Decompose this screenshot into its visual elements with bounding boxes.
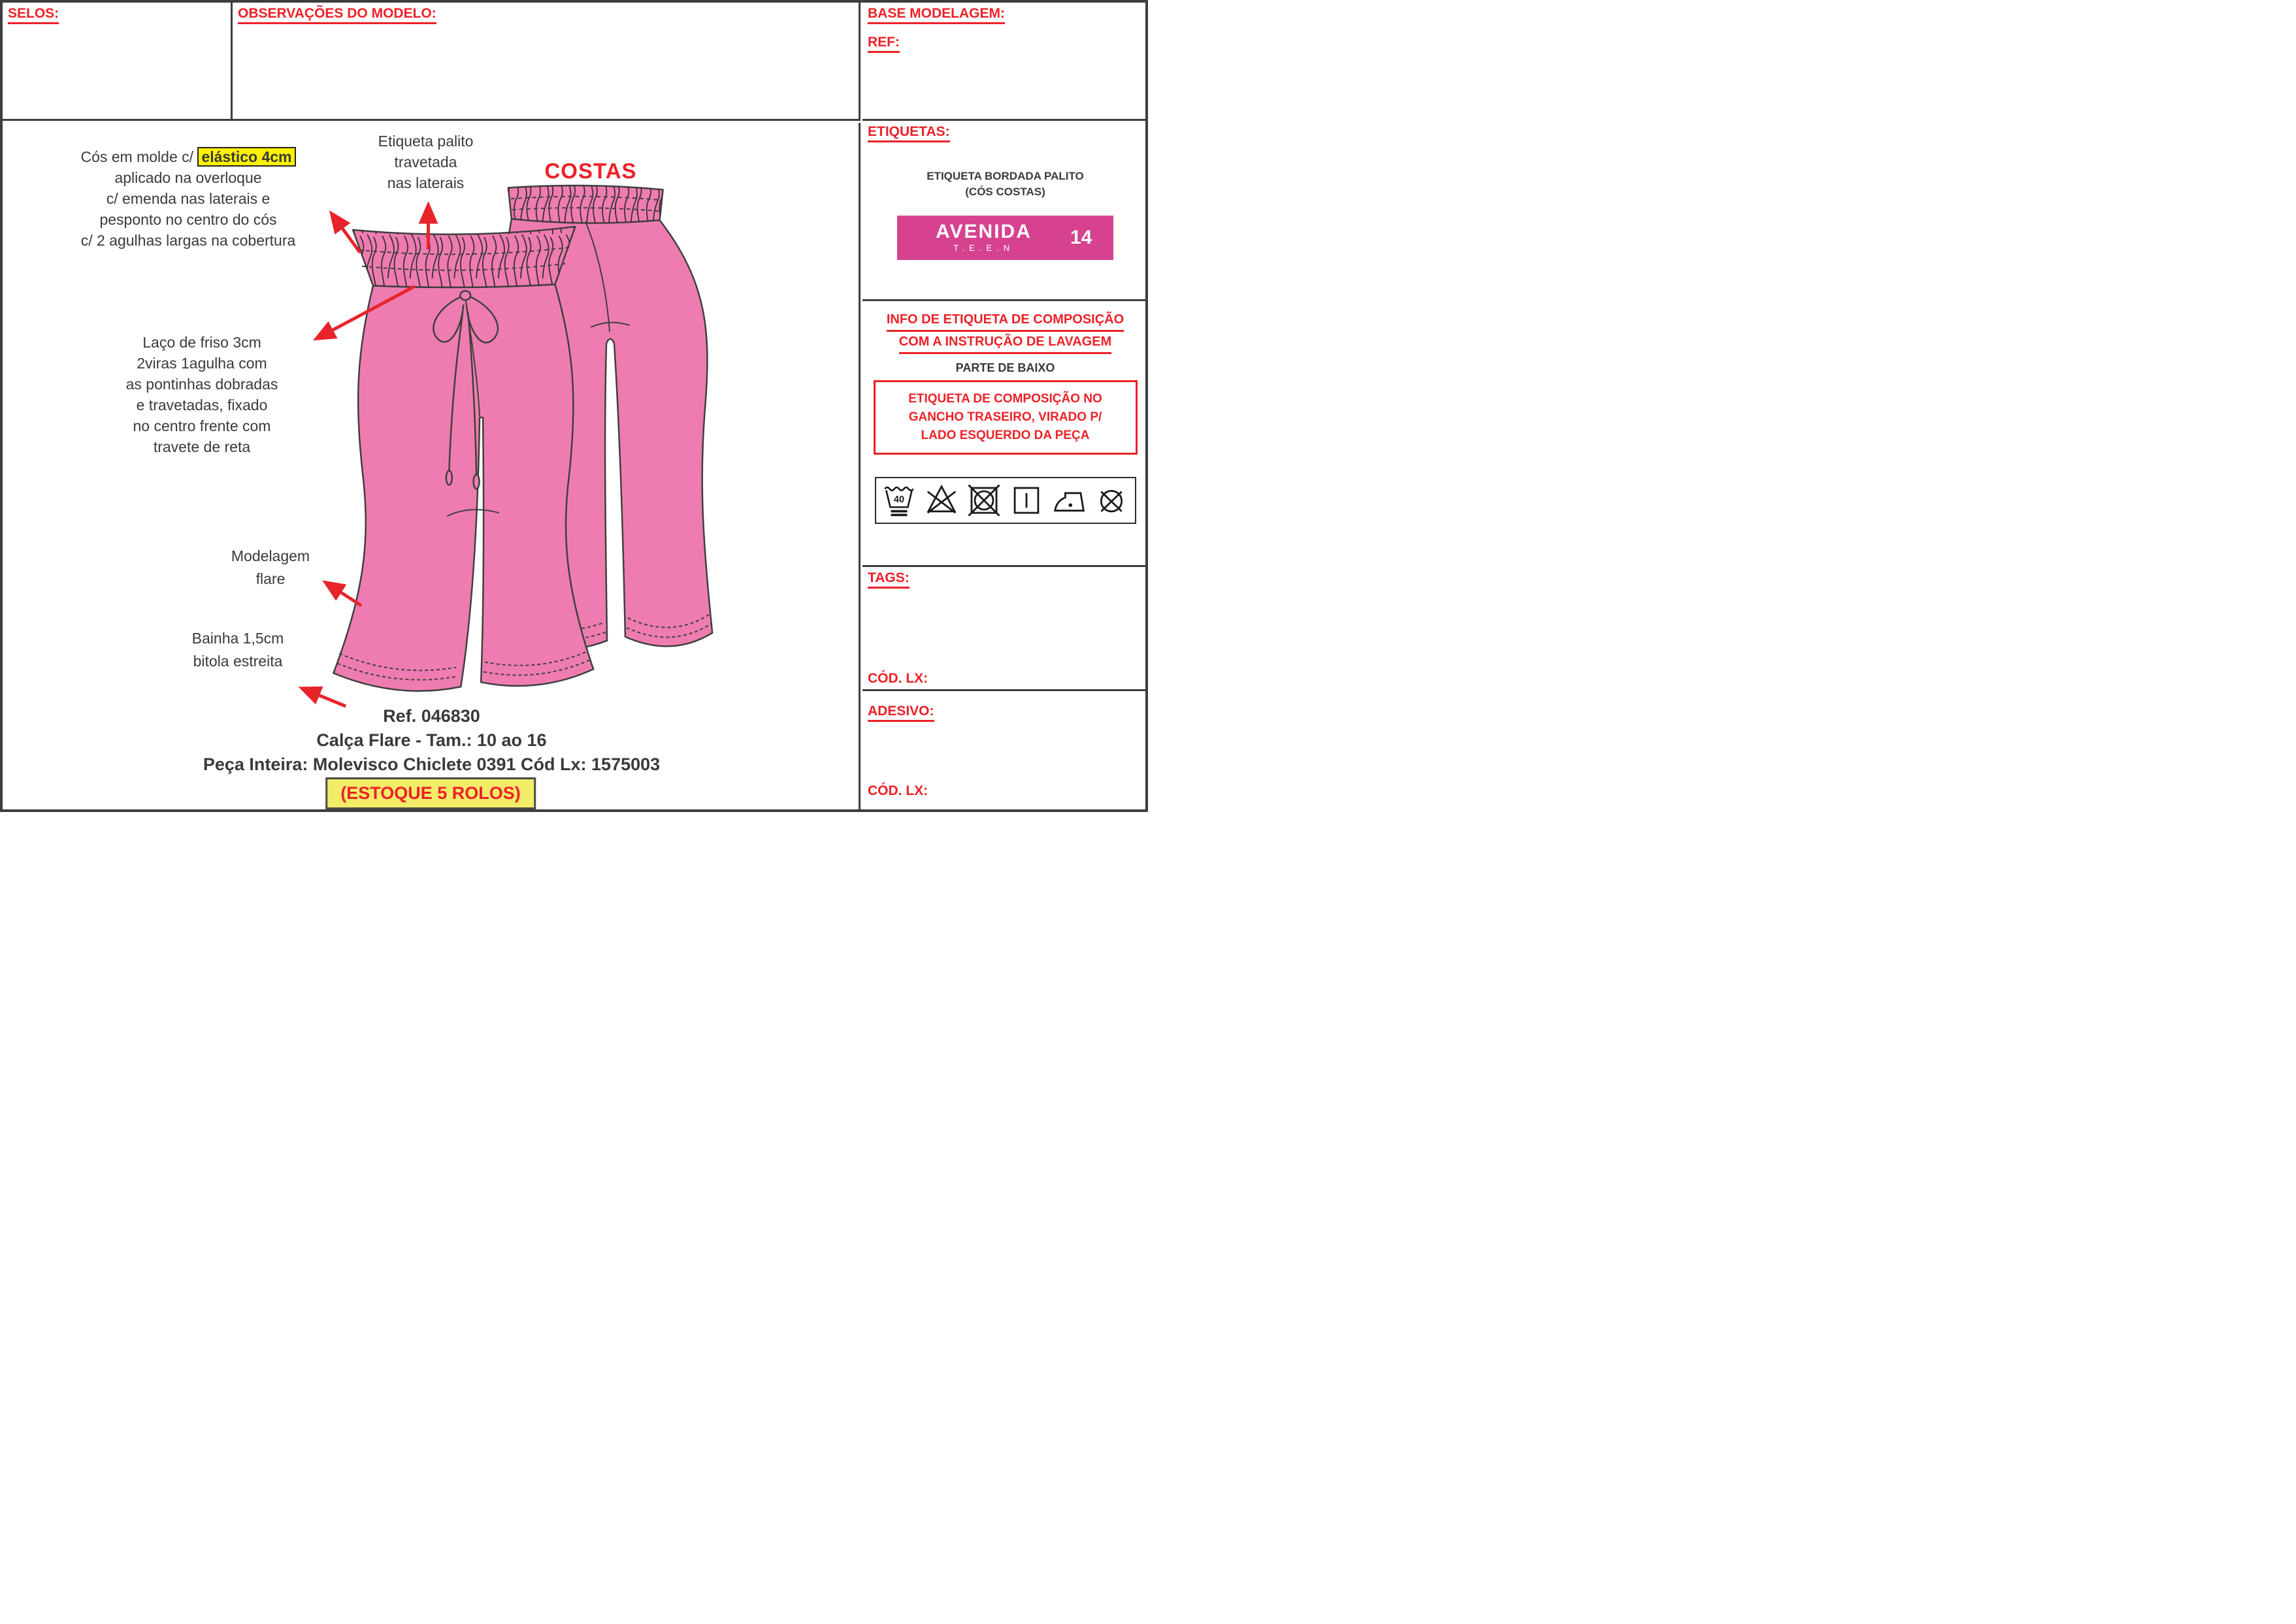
base-modelagem-heading: BASE MODELAGEM: — [868, 6, 1143, 24]
selos-box — [3, 3, 233, 121]
svg-text:40: 40 — [893, 495, 905, 506]
brand-label-swatch — [897, 216, 1113, 260]
observacoes-box — [233, 3, 861, 121]
footer-fabric: Peça Inteira: Molevisco Chiclete 0391 Cód Lx: 1575003 — [203, 755, 661, 774]
care-symbols-box — [875, 477, 1136, 524]
base-modelagem-box — [862, 3, 1148, 121]
annotation-bainha: Bainha 1,5cm bitola estreita — [191, 630, 284, 670]
sidebar — [862, 3, 1148, 812]
adesivo-heading: ADESIVO: — [868, 704, 1143, 722]
selos-heading: SELOS: — [8, 6, 59, 21]
tech-pack-sheet — [0, 0, 1148, 812]
care-line-dry-icon — [1008, 481, 1045, 519]
estoque-badge: (ESTOQUE 5 ROLOS) — [325, 777, 536, 809]
care-no-bleach-icon — [923, 481, 960, 519]
annotation-laco: Laço de friso 3cm 2viras 1agulha com as pontinhas dobradas e travetadas, fixado no centro frente com travete de reta — [125, 334, 278, 455]
care-no-dry-clean-icon — [1093, 481, 1130, 519]
info-composicao-box — [862, 301, 1148, 567]
arrow-bainha-callout — [303, 689, 346, 706]
pants-front-drawing — [333, 227, 593, 691]
care-iron-low-icon — [1051, 481, 1087, 519]
annotation-etiqueta-palito: Etiqueta palito travetada nas laterais — [378, 133, 474, 191]
tags-box — [862, 567, 1148, 691]
observacoes-heading: OBSERVAÇÕES DO MODELO: — [238, 6, 436, 21]
annotation-modelagem: Modelagem flare — [231, 547, 310, 587]
etiquetas-box — [862, 121, 1148, 301]
tags-cod-lx-label: CÓD. LX: — [868, 671, 928, 686]
brand-subline: T.E.E.N — [953, 243, 1015, 253]
highlight-elastico: elástico 4cm — [197, 147, 295, 167]
tags-heading: TAGS: — [868, 570, 1143, 589]
composicao-note-box: ETIQUETA DE COMPOSIÇÃO NO GANCHO TRASEIRO, VIRADO P/ LADO ESQUERDO DA PEÇA — [874, 380, 1138, 455]
annotation-cos: Cós em molde c/ elástico 4cm aplicado na overloque c/ emenda nas laterais e pesponto no centro do cós c/ 2 agulhas largas na cobertura — [80, 148, 296, 249]
care-wash-40-icon — [881, 481, 917, 519]
brand-name: AVENIDA — [936, 221, 1032, 242]
adesivo-box — [862, 691, 1148, 808]
care-no-tumble-dry-icon — [966, 481, 1002, 519]
costas-label: COSTAS — [544, 159, 637, 183]
adesivo-cod-lx-label: CÓD. LX: — [868, 783, 928, 798]
footer-ref: Ref. 046830 — [383, 706, 480, 726]
info-heading: INFO DE ETIQUETA DE COMPOSIÇÃO COM A INSTRUÇÃO DE LAVAGEM — [868, 310, 1143, 354]
footer-model: Calça Flare - Tam.: 10 ao 16 — [316, 730, 547, 750]
etiquetas-heading: ETIQUETAS: — [868, 124, 1143, 142]
parte-de-baixo-label: PARTE DE BAIXO — [955, 361, 1055, 374]
etiqueta-caption: ETIQUETA BORDADA PALITO (CÓS COSTAS) — [927, 170, 1084, 198]
brand-size: 14 — [1070, 227, 1092, 248]
drawing-panel — [3, 123, 861, 809]
ref-heading: REF: — [868, 35, 1143, 53]
